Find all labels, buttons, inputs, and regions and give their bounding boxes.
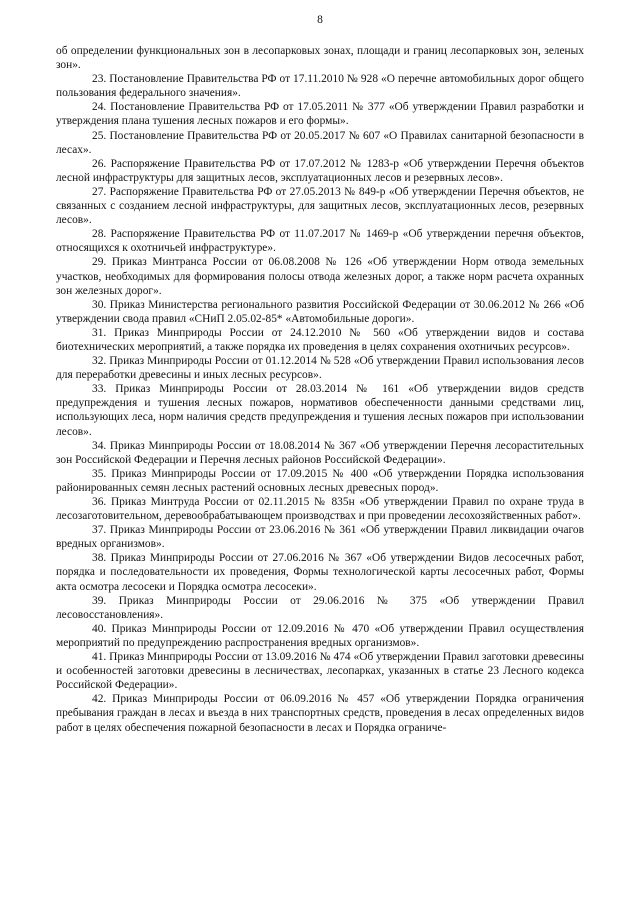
list-item-28: 28. Распоряжение Правительства РФ от 11.07.2017 № 1469-р «Об утверждении перечня объектов, относящихся к охотничьей инфраструктуре». xyxy=(56,228,584,255)
document-body xyxy=(56,44,584,735)
list-item-34: 34. Приказ Минприроды России от 18.08.2014 № 367 «Об утверждении Перечня лесорастительных зон Российской Федерации и Перечня лесных районов Российской Федерации». xyxy=(56,439,584,466)
list-item-32: 32. Приказ Минприроды России от 01.12.2014 № 528 «Об утверждении Правил использования лесов для переработки древесины и иных лесных ресурсов». xyxy=(56,355,584,382)
page-number: 8 xyxy=(317,14,323,26)
list-item-40: 40. Приказ Минприроды России от 12.09.2016 № 470 «Об утверждении Правил осуществления мероприятий по предупреждению распространения вредных организмов». xyxy=(56,622,584,649)
list-item-26: 26. Распоряжение Правительства РФ от 17.07.2012 № 1283-р «Об утверждении Перечня объектов лесной инфраструктуры для защитных лесов, эксплуатационных лесов и резервных лесов». xyxy=(56,157,584,184)
list-item-39: 39. Приказ Минприроды России от 29.06.2016 № 375 «Об утверждении Правил лесовосстановления». xyxy=(56,594,584,621)
list-item-33: 33. Приказ Минприроды России от 28.03.2014 № 161 «Об утверждении видов средств предупреждения и тушения лесных пожаров, нормативов обеспеченности данными средствами лиц, использующих леса, норм наличия средств предупреждения и тушения лесных пожаров при использовании лесов». xyxy=(56,383,584,438)
list-item-35: 35. Приказ Минприроды России от 17.09.2015 № 400 «Об утверждении Порядка использования районированных семян лесных растений основных лесных древесных пород». xyxy=(56,467,584,494)
paragraph-continuation: об определении функциональных зон в лесопарковых зонах, площади и границ лесопарковых зон, зеленых зон». xyxy=(56,45,584,72)
list-item-30: 30. Приказ Министерства регионального развития Российской Федерации от 30.06.2012 № 266 «Об утверждении свода правил «СНиП 2.05.02-85* «Автомобильные дороги». xyxy=(56,298,584,325)
list-item-23: 23. Постановление Правительства РФ от 17.11.2010 № 928 «О перечне автомобильных дорог общего пользования федерального значения». xyxy=(56,73,584,100)
list-item-24: 24. Постановление Правительства РФ от 17.05.2011 № 377 «Об утверждении Правил разработки и утверждения плана тушения лесных пожаров и его формы». xyxy=(56,101,584,128)
list-item-42: 42. Приказ Минприроды России от 06.09.2016 № 457 «Об утверждении Порядка ограничения пребывания граждан в лесах и въезда в них транспортных средств, проведения в лесах определенных видов работ в целях обеспечения пожарной безопасности в лесах и Порядка ограниче- xyxy=(56,693,584,734)
list-item-41: 41. Приказ Минприроды России от 13.09.2016 № 474 «Об утверждении Правил заготовки древесины и особенностей заготовки древесины в лесничествах, лесопарках, указанных в статье 23 Лесного кодекса Российской Федерации». xyxy=(56,651,584,692)
list-item-37: 37. Приказ Минприроды России от 23.06.2016 № 361 «Об утверждении Правил ликвидации очагов вредных организмов». xyxy=(56,524,584,551)
list-item-25: 25. Постановление Правительства РФ от 20.05.2017 № 607 «О Правилах санитарной безопасности в лесах». xyxy=(56,129,584,156)
list-item-29: 29. Приказ Минтранса России от 06.08.2008 № 126 «Об утверждении Норм отвода земельных участков, необходимых для формирования полосы отвода железных дорог, а также норм расчета охранных зон железных дорог». xyxy=(56,256,584,297)
list-item-36: 36. Приказ Минтруда России от 02.11.2015 № 835н «Об утверждении Правил по охране труда в лесозаготовительном, деревообрабатывающем производствах и при проведении лесохозяйственных работ». xyxy=(56,496,584,523)
list-item-31: 31. Приказ Минприроды России от 24.12.2010 № 560 «Об утверждении видов и состава биотехнических мероприятий, а также порядка их проведения в целях сохранения охотничьих ресурсов». xyxy=(56,326,584,353)
list-item-27: 27. Распоряжение Правительства РФ от 27.05.2013 № 849-р «Об утверждении Перечня объектов, не связанных с созданием лесной инфраструктуры, для защитных лесов, эксплуатационных лесов, резервных лесов». xyxy=(56,185,584,227)
list-item-38: 38. Приказ Минприроды России от 27.06.2016 № 367 «Об утверждении Видов лесосечных работ, порядка и последовательности их проведения, Формы технологической карты лесосечных работ, Формы акта осмотра лесосеки и Порядка осмотра лесосеки». xyxy=(56,552,584,593)
